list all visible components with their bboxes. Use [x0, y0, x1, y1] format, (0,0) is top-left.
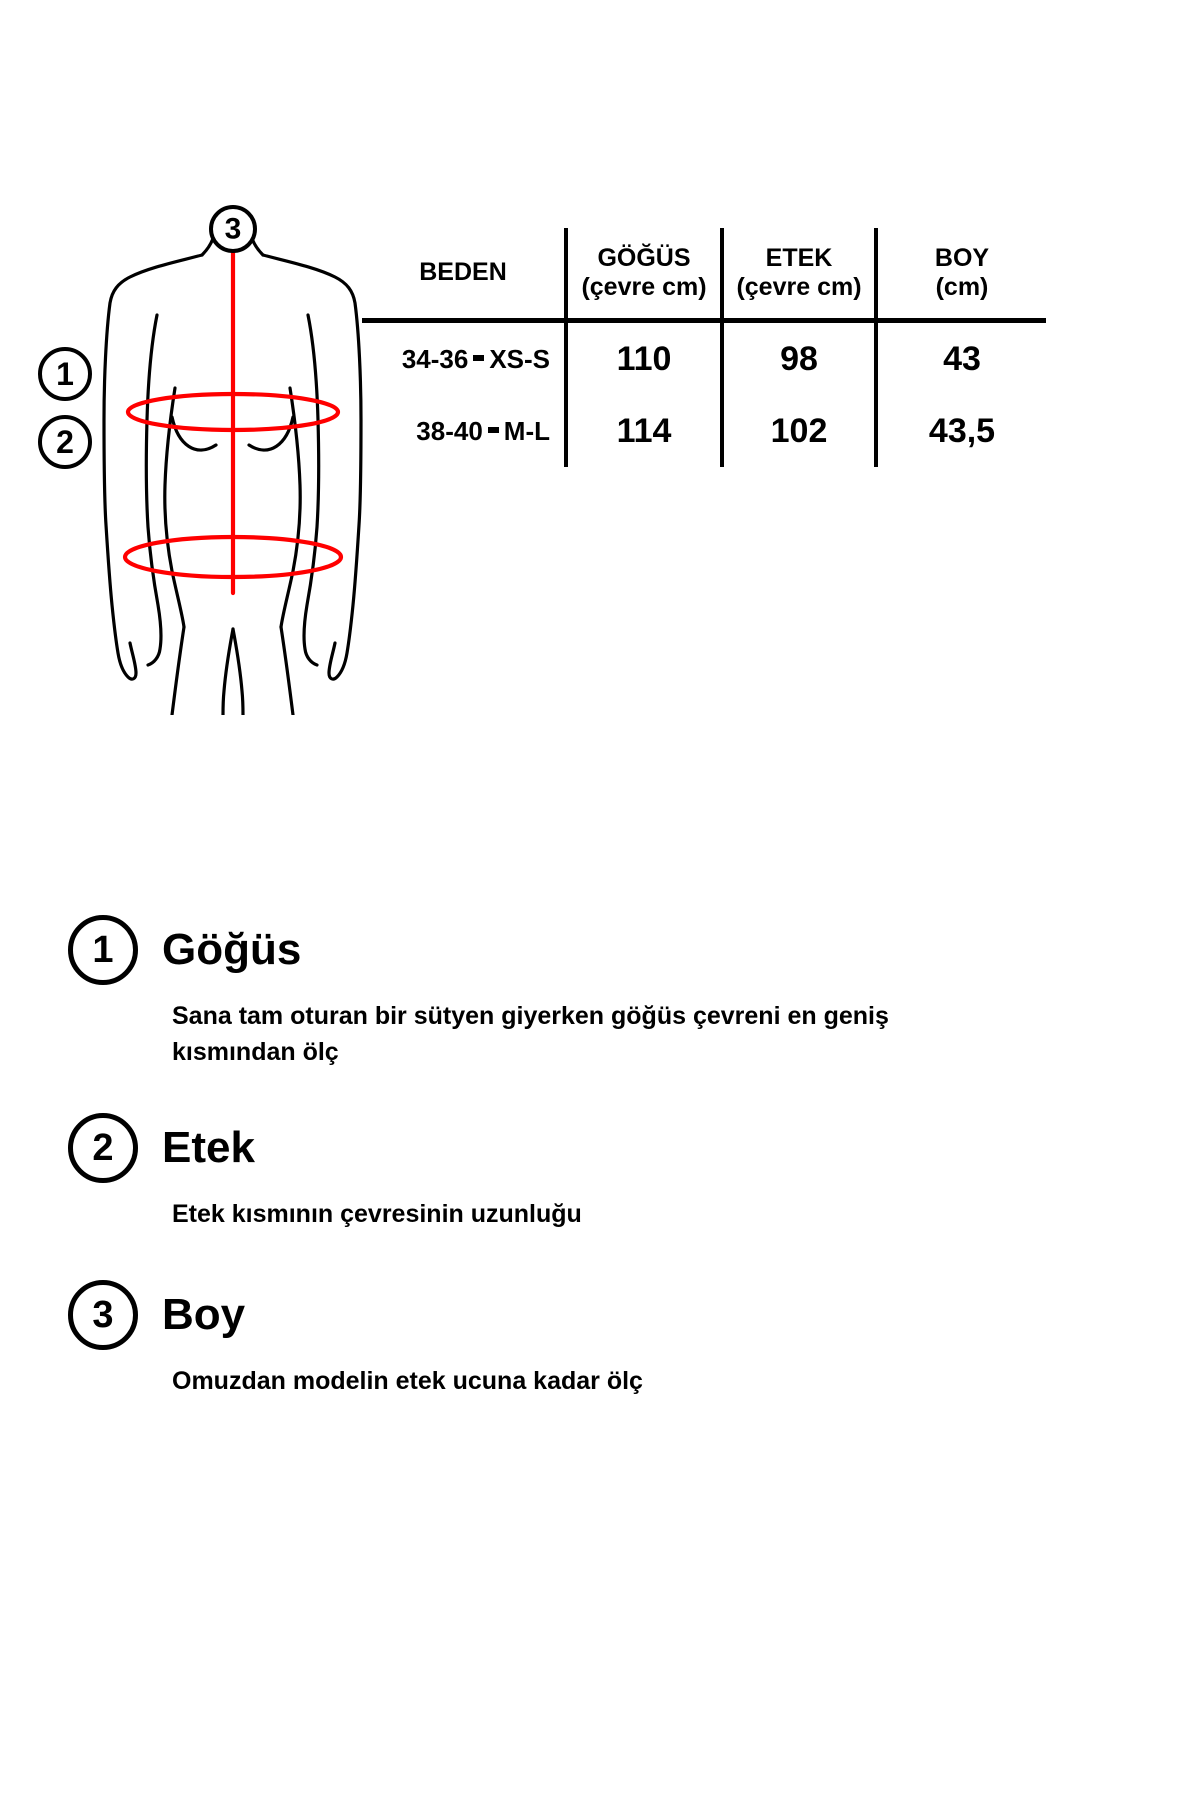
table-header-row	[362, 228, 1046, 321]
cell-etek: 98	[722, 321, 876, 396]
legend-description: Sana tam oturan bir sütyen giyerken göğüs çevreni en geniş kısmından ölç	[172, 1002, 889, 1066]
cell-boy: 43	[876, 321, 1046, 396]
legend-number-bubble	[68, 1113, 138, 1183]
legend-number: 2	[92, 1127, 114, 1169]
length-marker-number: 3	[224, 212, 242, 246]
legend-number-bubble	[68, 1280, 138, 1350]
hem-marker-bubble	[38, 415, 92, 469]
column-header-etek-unit: (çevre cm)	[736, 273, 862, 301]
separator-square	[473, 355, 484, 361]
legend-description: Etek kısmının çevresinin uzunluğu	[172, 1200, 582, 1228]
cell-etek: 102	[722, 395, 876, 467]
column-header-etek	[722, 228, 876, 321]
column-header-gogus	[566, 228, 722, 321]
column-header-boy-unit: (cm)	[935, 273, 989, 301]
size-chart-table-wrapper	[362, 228, 1034, 486]
legend-title: Göğüs	[162, 925, 302, 974]
legend-item-header	[68, 915, 301, 985]
cell-gogus: 110	[566, 321, 722, 396]
table-row	[362, 395, 1046, 467]
legend-item	[68, 1113, 582, 1228]
column-header-beden-label: BEDEN	[419, 258, 507, 287]
legend-item-header	[68, 1280, 245, 1350]
size-chart-table	[362, 228, 1046, 467]
beden-letter: M-L	[503, 415, 550, 446]
beden-numeric: 34-36	[401, 343, 469, 374]
cell-beden	[362, 395, 566, 467]
cell-gogus: 114	[566, 395, 722, 467]
table-row	[362, 321, 1046, 396]
chest-marker-number: 1	[56, 356, 74, 392]
column-header-etek-label: ETEK	[765, 243, 833, 272]
legend-item	[68, 915, 889, 1066]
column-header-boy-label: BOY	[934, 243, 990, 272]
separator-square	[488, 427, 499, 433]
column-header-gogus-label: GÖĞÜS	[597, 243, 691, 272]
legend-description: Omuzdan modelin etek ucuna kadar ölç	[172, 1367, 643, 1395]
legend-number: 1	[92, 929, 114, 971]
legend-item-header	[68, 1113, 255, 1183]
beden-letter: XS-S	[489, 343, 550, 374]
legend-number-bubble	[68, 915, 138, 985]
legend-item	[68, 1280, 643, 1395]
measurement-diagram-section	[0, 0, 1200, 880]
cell-boy: 43,5	[876, 395, 1046, 467]
length-marker-bubble	[211, 207, 255, 251]
legend-number: 3	[92, 1294, 114, 1336]
red-measurement-guides	[125, 245, 341, 593]
column-header-gogus-unit: (çevre cm)	[581, 273, 707, 301]
legend-title: Boy	[162, 1290, 246, 1339]
column-header-boy	[876, 228, 1046, 321]
cell-beden	[362, 321, 566, 396]
chest-marker-bubble	[38, 347, 92, 401]
legend-title: Etek	[162, 1123, 255, 1172]
beden-numeric: 38-40	[416, 415, 483, 446]
hem-marker-number: 2	[56, 424, 74, 460]
column-header-beden	[362, 228, 566, 321]
